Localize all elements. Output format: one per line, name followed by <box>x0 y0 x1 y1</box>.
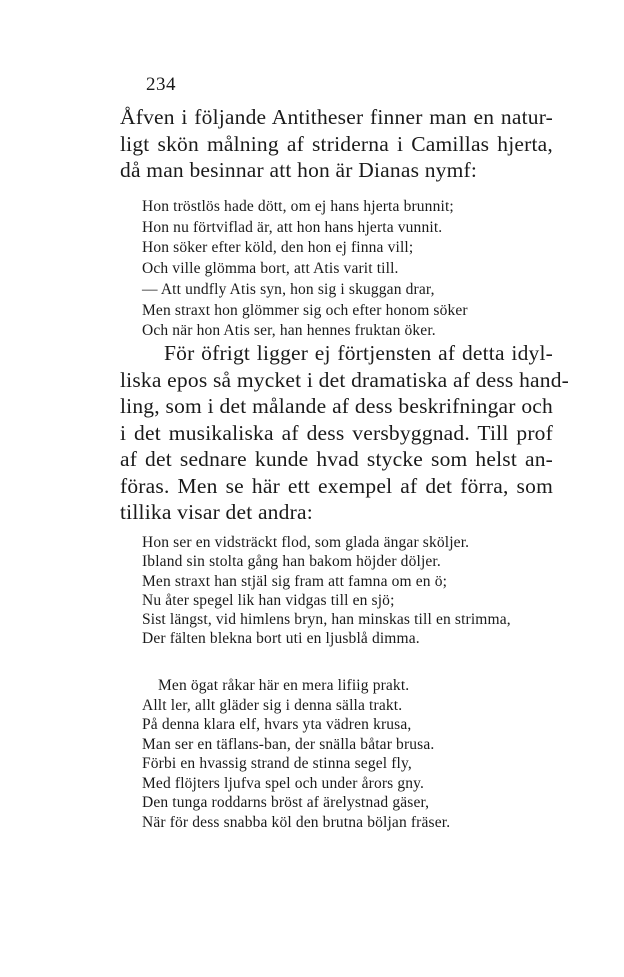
verse-line: Der fälten blekna bort uti en ljusblå dimma. <box>142 630 420 648</box>
verse-line: Hon tröstlös hade dött, om ej hans hjerta brunnit; <box>142 198 454 215</box>
verse-line: Nu åter spegel lik han vidgas till en sjö; <box>142 591 395 609</box>
verse-line: Hon nu förtviflad är, att hon hans hjerta vunnit. <box>142 218 443 236</box>
verse-quote-1 <box>142 197 468 342</box>
verse-line: På denna klara elf, hvars yta vädren krusa, <box>142 716 412 733</box>
verse-line: När för dess snabba köl den brutna böljan fräser. <box>142 813 451 831</box>
paragraph-2 <box>120 340 570 526</box>
verse-line: Men ögat råkar här en mera lifiig prakt. <box>158 677 410 694</box>
verse-line: Hon söker efter köld, den hon ej finna vill; <box>142 239 414 257</box>
verse-line: Förbi en hvassig strand de stinna segel fly, <box>142 755 412 772</box>
text-line: För öfrigt ligger ej förtjensten af detta idyl- <box>164 341 553 365</box>
verse-line: Och ville glömma bort, att Atis varit till. <box>142 260 399 278</box>
verse-line: Ibland sin stolta gång han bakom höjder döljer. <box>142 553 441 571</box>
text-line: i det musikaliska af dess versbyggnad. Till prof <box>120 420 553 445</box>
text-line: föras. Men se här ett exempel af det förra, som <box>120 473 553 498</box>
verse-line: Men straxt han stjäl sig fram att famna om en ö; <box>142 572 448 590</box>
verse-line: Allt ler, allt gläder sig i denna sälla trakt. <box>142 696 403 714</box>
page-number: 234 <box>146 74 176 95</box>
verse-line: Den tunga roddarns bröst af ärelystnad gäser, <box>142 794 430 811</box>
text-line: ligt skön målning af striderna i Camillas hjerta, <box>120 131 553 156</box>
text-line: af det sednare kunde hvad stycke som helst an- <box>120 447 553 471</box>
text-line: tillika visar det andra: <box>120 500 313 524</box>
text-line: Åfven i följande Antitheser finner man en natur- <box>120 105 553 129</box>
verse-line: Hon ser en vidsträckt flod, som glada ängar sköljer. <box>142 534 470 551</box>
verse-line: Men straxt hon glömmer sig och efter honom söker <box>142 301 468 319</box>
verse-line: — Att undfly Atis syn, hon sig i skuggan drar, <box>142 280 435 298</box>
text-line: liska epos så mycket i det dramatiska af dess hand- <box>120 367 570 392</box>
verse-line: Och när hon Atis ser, han hennes fruktan öker. <box>142 322 436 340</box>
verse-quote-3 <box>142 676 450 832</box>
paragraph-1 <box>120 104 553 184</box>
text-line: då man besinnar att hon är Dianas nymf: <box>120 158 478 182</box>
verse-line: Med flöjters ljufva spel och under årors gny. <box>142 774 425 792</box>
verse-line: Sist längst, vid himlens bryn, han minskas till en strimma, <box>142 611 511 629</box>
verse-quote-2 <box>142 533 511 649</box>
text-line: ling, som i det målande af dess beskrifningar och <box>120 394 553 418</box>
verse-line: Man ser en täflans-ban, der snälla båtar brusa. <box>142 735 435 753</box>
